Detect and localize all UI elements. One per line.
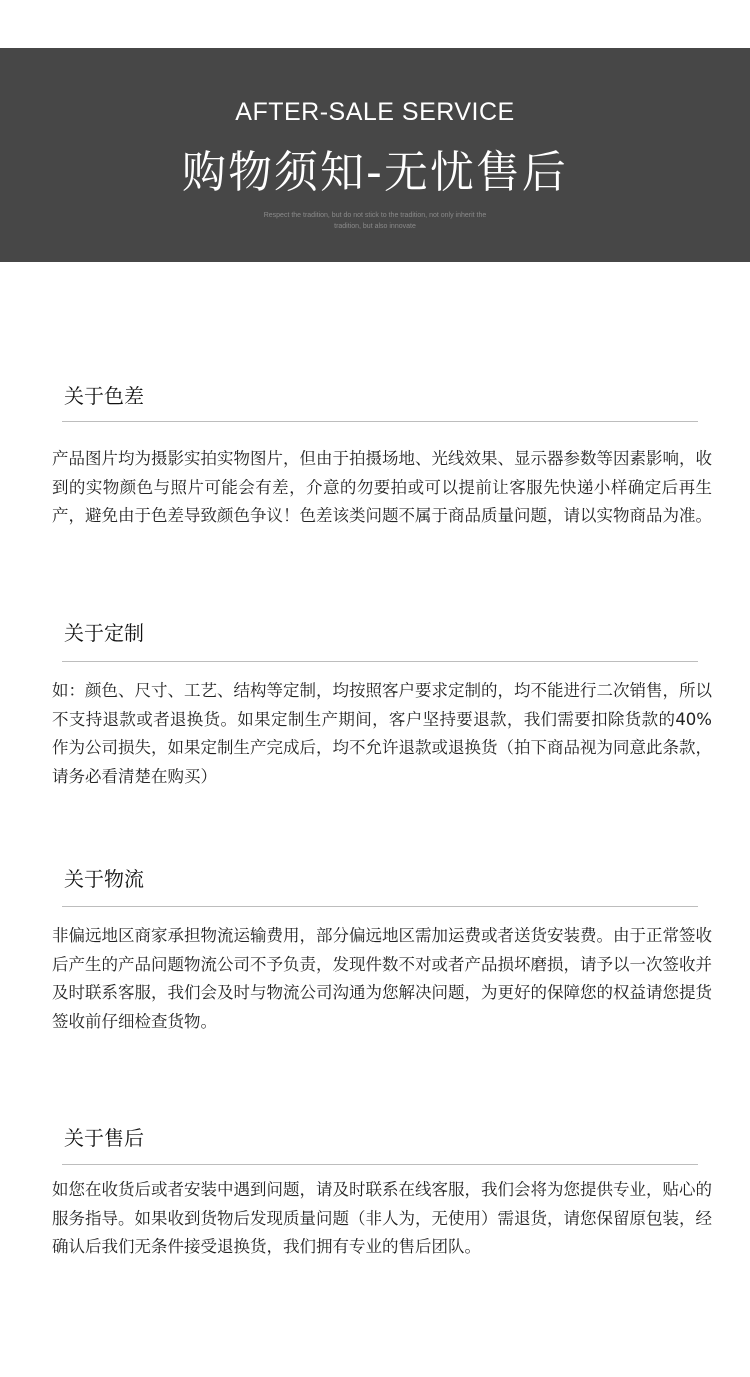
section-divider [62, 661, 698, 662]
section-title: 关于售后 [64, 1126, 144, 1150]
header-banner [0, 48, 750, 262]
banner-tagline: Respect the tradition, but do not stick to the tradition, not only inherit the tradition, but also innovate [263, 212, 487, 230]
section-divider [62, 421, 698, 422]
section-divider [62, 906, 698, 907]
section-body: 如您在收货后或者安装中遇到问题，请及时联系在线客服，我们会将为您提供专业，贴心的服务指导。如果收到货物后发现质量问题（非人为，无使用）需退货，请您保留原包装，经确认后我们无条件接受退换货，我们拥有专业的售后团队。 [52, 1180, 712, 1256]
section-title: 关于物流 [64, 867, 144, 891]
banner-title-cn: 购物须知-无忧售后 [182, 147, 568, 198]
section-title: 关于定制 [64, 621, 144, 645]
section-divider [62, 1164, 698, 1165]
section-body: 非偏远地区商家承担物流运输费用，部分偏远地区需加运费或者送货安装费。由于正常签收后产生的产品问题物流公司不予负责，发现件数不对或者产品损坏磨损，请予以一次签收并及时联系客服，我们会及时与物流公司沟通为您解决问题，为更好的保障您的权益请您提货签收前仔细检查货物。 [52, 926, 712, 1031]
section-title: 关于色差 [64, 384, 144, 408]
banner-title-en: AFTER-SALE SERVICE [235, 98, 515, 126]
section-body: 如：颜色、尺寸、工艺、结构等定制，均按照客户要求定制的，均不能进行二次销售，所以不支持退款或者退换货。如果定制生产期间，客户坚持要退款，我们需要扣除货款的40%作为公司损失，如果定制生产完成后，均不允许退款或退换货（拍下商品视为同意此条款，请务必看清楚在购买） [52, 681, 712, 786]
section-body: 产品图片均为摄影实拍实物图片，但由于拍摄场地、光线效果、显示器参数等因素影响，收到的实物颜色与照片可能会有差，介意的勿要拍或可以提前让客服先快递小样确定后再生产，避免由于色差导致颜色争议！色差该类问题不属于商品质量问题，请以实物商品为准。 [52, 449, 712, 525]
